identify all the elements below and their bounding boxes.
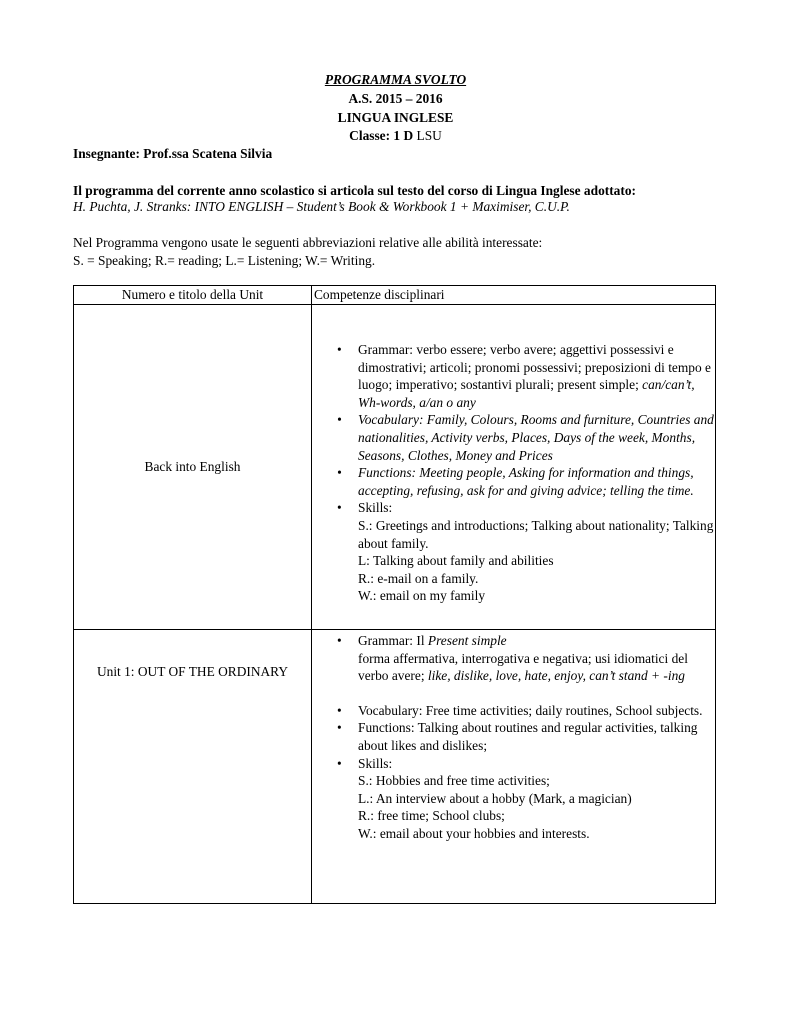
competences-list: [312, 632, 715, 843]
grammar-text: forma affermativa, interrogativa e negativa; usi idiomatici del verbo avere;: [358, 650, 688, 684]
bullet-icon: •: [337, 342, 342, 357]
unit-title: Unit 1: OUT OF THE ORDINARY: [74, 630, 312, 904]
competences-list: [312, 341, 715, 605]
bullet-icon: •: [337, 633, 342, 648]
abbreviations-list: S. = Speaking; R.= reading; L.= Listening; W.= Writing.: [73, 253, 376, 268]
competences-cell: [312, 630, 716, 904]
abbreviations-intro: Nel Programma vengono usate le seguenti abbreviazioni relative alle abilità interessate:: [73, 235, 543, 250]
intro-line: Il programma del corrente anno scolastico si articola sul testo del corso di Lingua Inglese adottato:: [73, 183, 636, 198]
grammar-italic-text: Present simple: [427, 633, 507, 648]
list-item: [312, 464, 715, 499]
list-item: [312, 755, 715, 843]
list-item: [312, 341, 715, 411]
grammar-italic-text: can/can’t, Wh-words, a/an o any: [358, 377, 695, 410]
skill-writing: W.: email on my family: [358, 588, 486, 604]
list-item: [312, 702, 715, 720]
bullet-icon: •: [337, 465, 342, 481]
list-item: [312, 719, 715, 754]
textbook-line: H. Puchta, J. Stranks: INTO ENGLISH – Student’s Book & Workbook 1 + Maximiser, C.U.P.: [73, 199, 570, 214]
vocabulary-text: Vocabulary: Family, Colours, Rooms and furniture, Countries and nationalities, Activity verbs, Places, Days of the week, Months, Seasons, Clothes, Money and Prices: [358, 412, 714, 463]
bullet-icon: •: [337, 500, 342, 516]
list-item: [312, 411, 715, 464]
table-row: [74, 305, 716, 630]
skills-label: Skills:: [358, 500, 393, 516]
grammar-text: Grammar: verbo essere; verbo avere; aggettivi possessivi e dimostrativi; articoli; pronomi possessivi; preposizioni di tempo e luogo; imperativo; sostantivi plurali; present simple;: [358, 342, 711, 393]
grammar-prefix: Grammar: Il: [358, 633, 428, 648]
unit-column-header: Numero e titolo della Unit: [74, 286, 312, 305]
bullet-icon: •: [337, 412, 342, 428]
class-line: [0, 127, 791, 145]
skill-writing: W.: email about your hobbies and interests.: [358, 825, 590, 841]
class-suffix: LSU: [416, 128, 442, 143]
list-item: [312, 499, 715, 605]
document-title: PROGRAMMA SVOLTO: [324, 72, 467, 87]
skill-reading: R.: free time; School clubs;: [358, 808, 505, 824]
unit-title: Back into English: [74, 305, 312, 630]
teacher-line: Insegnante: Prof.ssa Scatena Silvia: [73, 146, 273, 161]
functions-text: Functions: Talking about routines and regular activities, talking about likes and dislikes;: [358, 720, 698, 753]
skill-speaking: S.: Greetings and introductions; Talking about nationality; Talking about family.: [358, 517, 714, 551]
bullet-icon: •: [337, 720, 342, 736]
table-header-row: [74, 286, 716, 305]
bullet-icon: •: [337, 702, 342, 718]
class-label: Classe: 1 D: [349, 128, 414, 143]
table-row: [74, 630, 716, 904]
vocabulary-text: Vocabulary: Free time activities; daily routines, School subjects.: [358, 702, 703, 718]
skill-listening: L: Talking about family and abilities: [358, 553, 554, 569]
subject-title: LINGUA INGLESE: [337, 110, 454, 125]
skill-reading: R.: e-mail on a family.: [358, 570, 479, 586]
school-year: A.S. 2015 – 2016: [348, 91, 443, 106]
bullet-icon: •: [337, 755, 342, 771]
skill-speaking: S.: Hobbies and free time activities;: [358, 773, 550, 789]
grammar-italic-text-2: like, dislike, love, hate, enjoy, can’t stand + -ing: [427, 668, 685, 684]
skill-listening: L.: An interview about a hobby (Mark, a magician): [358, 790, 632, 806]
skills-label: Skills:: [358, 755, 393, 771]
functions-text: Functions: Meeting people, Asking for information and things, accepting, refusing, ask for and giving advice; telling the time.: [358, 465, 694, 498]
competences-cell: [312, 305, 716, 630]
list-item: [312, 632, 715, 702]
program-table: [73, 285, 716, 904]
competences-column-header: Competenze disciplinari: [312, 286, 716, 305]
